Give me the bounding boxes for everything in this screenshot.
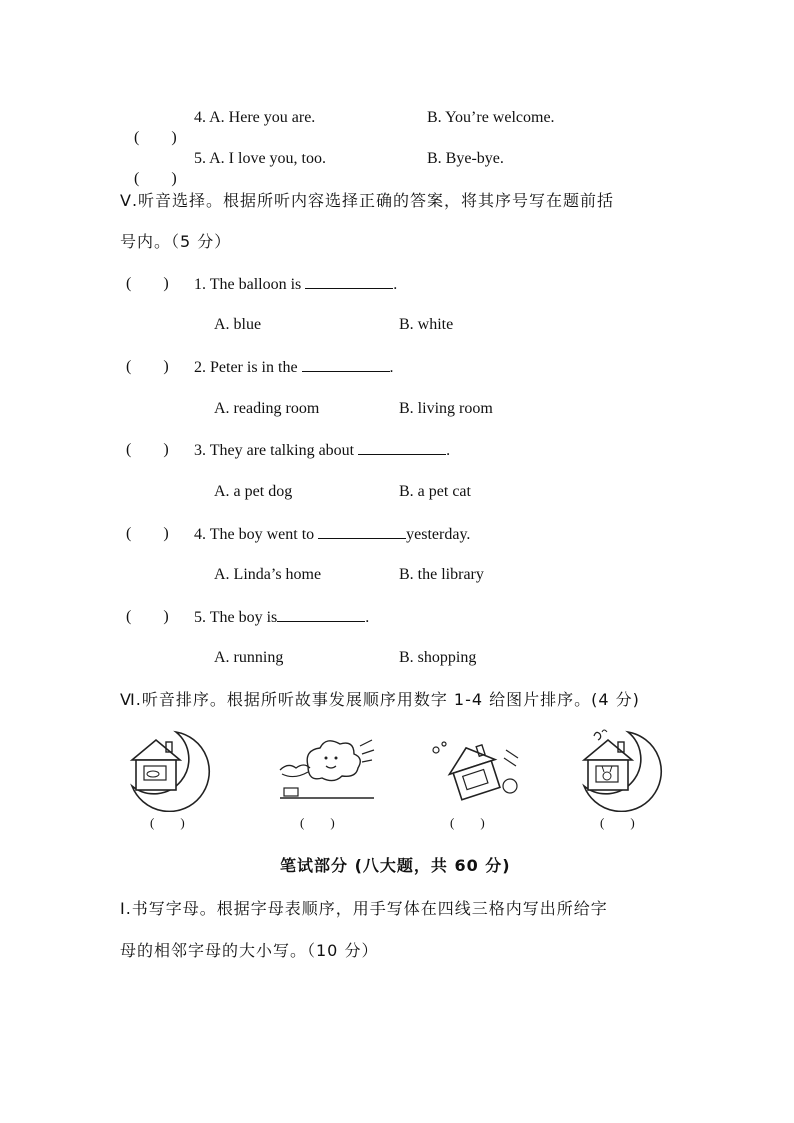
q4-option-a: 4. A. Here you are. (194, 109, 316, 126)
v-q2-option-b: B. living room (399, 400, 493, 417)
q4-option-b: B. You’re welcome. (427, 109, 555, 126)
v-q1-option-a: A. blue (214, 316, 262, 333)
section-vi-heading: Ⅵ.听音排序。根据所听故事发展顺序用数字 1-4 给图片排序。(4 分) (120, 690, 640, 709)
house-moon-rabbit-icon (578, 728, 668, 812)
q4-row (126, 108, 177, 148)
answer-blank[interactable] (277, 607, 365, 622)
v-q2-paren[interactable]: ( ) (126, 358, 169, 375)
answer-paren[interactable]: ( ) (134, 170, 177, 187)
v-q3-paren[interactable]: ( ) (126, 441, 169, 458)
v-q3-option-a: A. a pet dog (214, 483, 293, 500)
q5-row (126, 149, 177, 189)
v-q5-stem: 5. The boy is . (194, 609, 370, 626)
v-q2-option-a: A. reading room (214, 400, 320, 417)
v-q3-option-b: B. a pet cat (399, 483, 471, 500)
house-moon-icon (126, 728, 216, 812)
section-v-heading-1: Ⅴ.听音选择。根据所听内容选择正确的答案，将其序号写在题前括 (120, 191, 615, 210)
answer-blank[interactable] (305, 274, 393, 289)
v-q5-paren[interactable]: ( ) (126, 608, 169, 625)
answer-blank[interactable] (302, 357, 390, 372)
picture-4-paren[interactable]: ( ) (600, 815, 635, 830)
answer-blank[interactable] (318, 524, 406, 539)
v-q4-option-b: B. the library (399, 566, 484, 583)
v-q1-stem: 1. The balloon is . (194, 276, 398, 293)
answer-paren[interactable]: ( ) (134, 129, 177, 146)
picture-3-paren[interactable]: ( ) (450, 815, 485, 830)
v-q4-stem: 4. The boy went to yesterday. (194, 526, 471, 543)
v-q4-paren[interactable]: ( ) (126, 525, 169, 542)
q5-option-b: B. Bye-bye. (427, 150, 504, 167)
wind-cloud-icon (278, 736, 378, 804)
section-i-heading-2: 母的相邻字母的大小写。（10 分） (120, 941, 379, 960)
v-q1-paren[interactable]: ( ) (126, 275, 169, 292)
section-i-heading-1: Ⅰ.书写字母。根据字母表顺序，用手写体在四线三格内写出所给字 (120, 899, 608, 918)
v-q2-stem: 2. Peter is in the . (194, 359, 394, 376)
section-v-heading-2: 号内。（5 分） (120, 232, 232, 251)
answer-blank[interactable] (358, 440, 446, 455)
q5-option-a: 5. A. I love you, too. (194, 150, 326, 167)
written-part-title: 笔试部分 (八大题，共 60 分) (280, 856, 511, 875)
picture-2-paren[interactable]: ( ) (300, 815, 335, 830)
v-q5-option-a: A. running (214, 649, 284, 666)
flying-house-icon (428, 736, 524, 804)
v-q1-option-b: B. white (399, 316, 454, 333)
v-q3-stem: 3. They are talking about . (194, 442, 451, 459)
v-q4-option-a: A. Linda’s home (214, 566, 322, 583)
picture-1-paren[interactable]: ( ) (150, 815, 185, 830)
v-q5-option-b: B. shopping (399, 649, 477, 666)
